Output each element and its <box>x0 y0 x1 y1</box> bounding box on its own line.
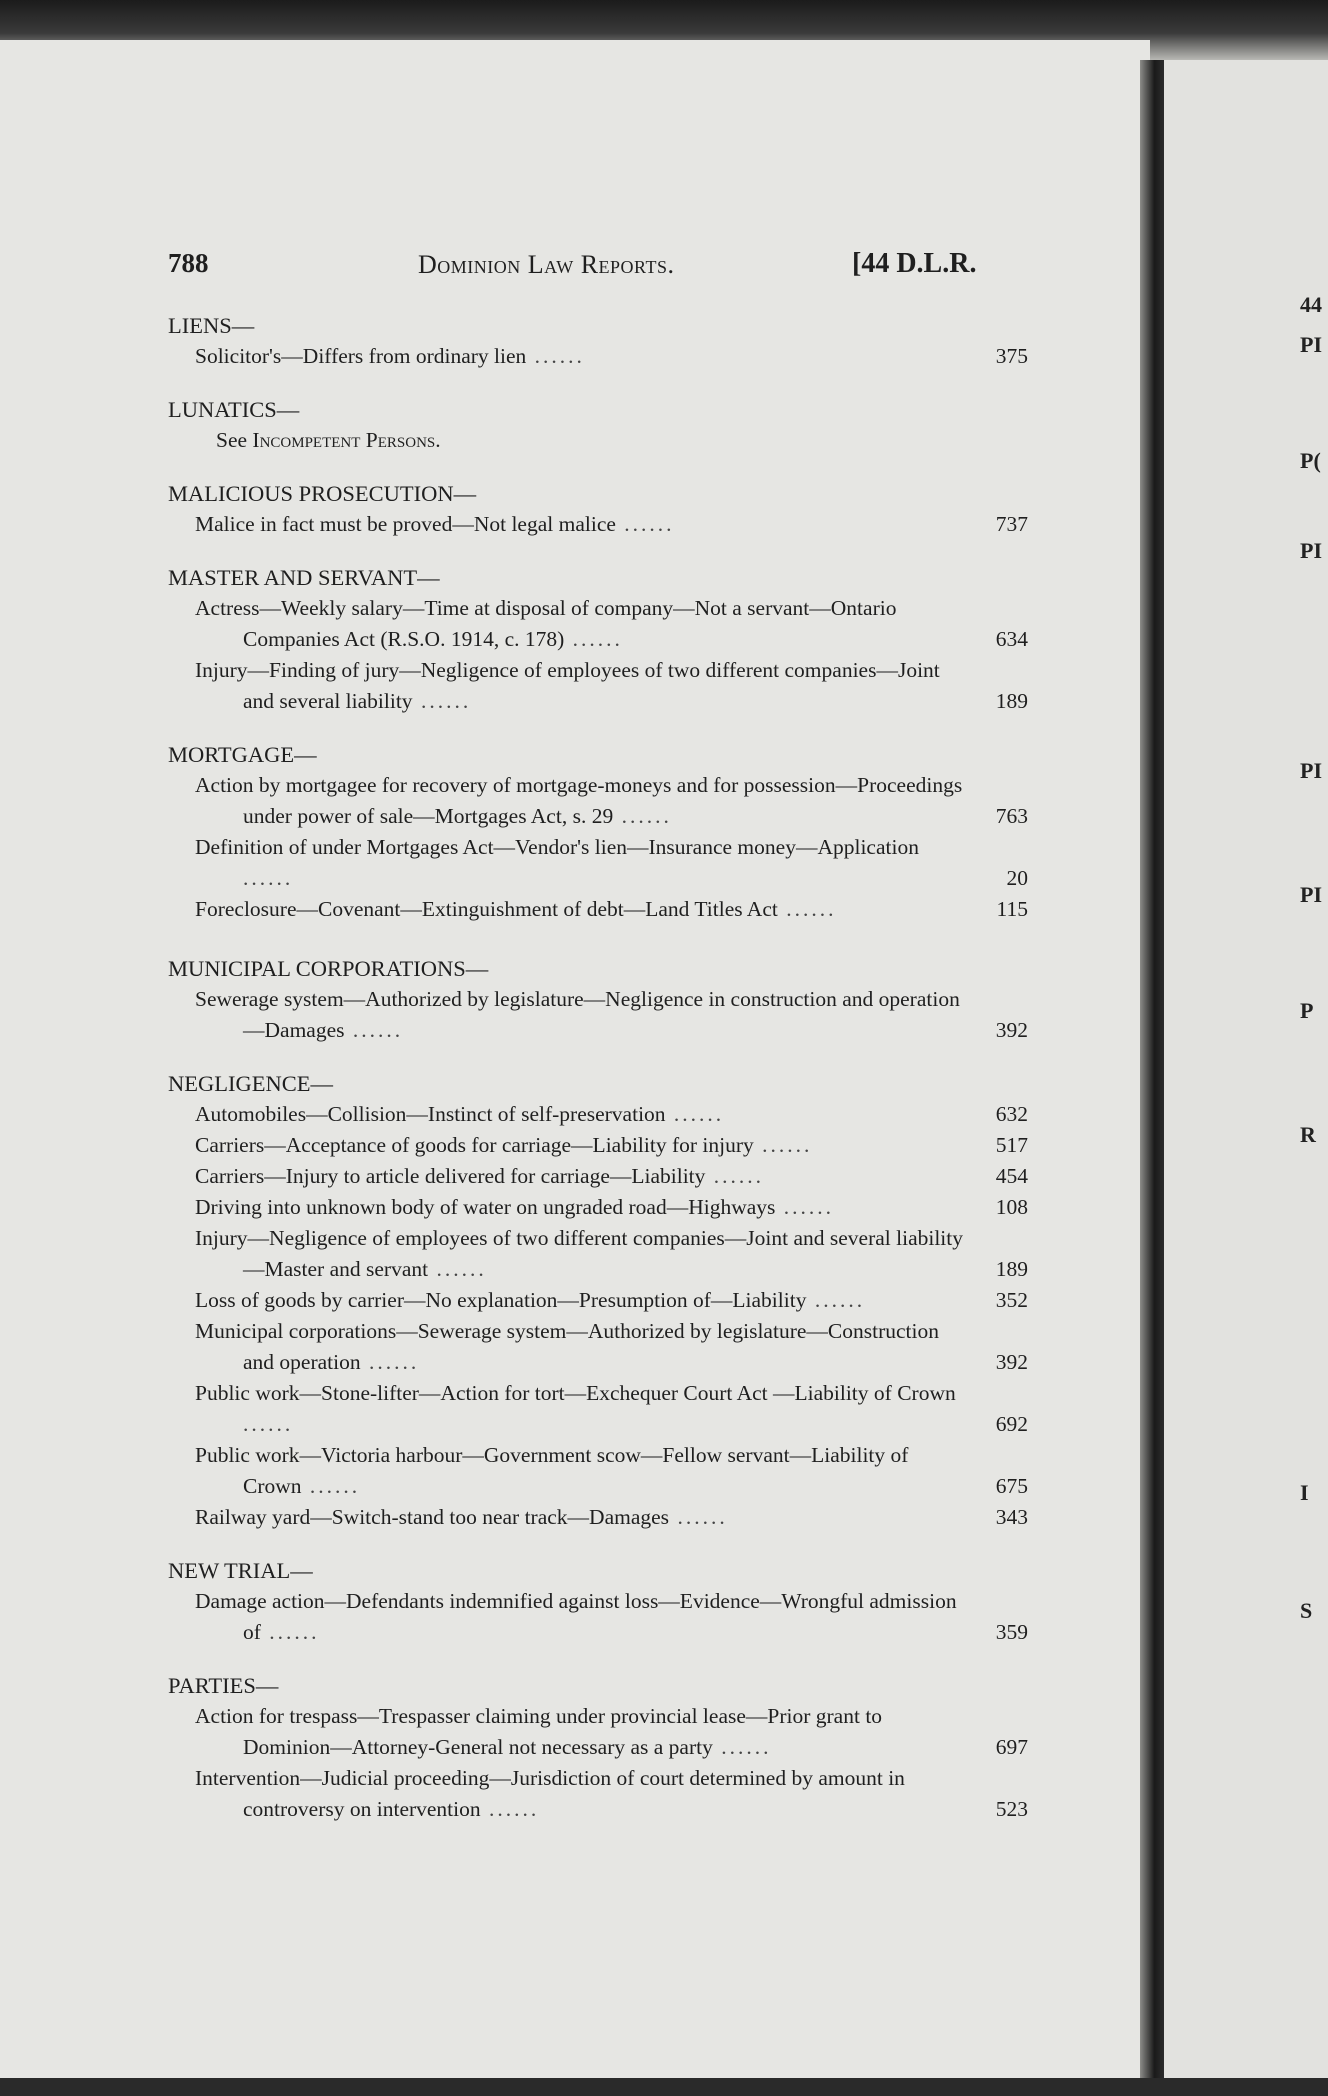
index-entry <box>148 894 1028 925</box>
index-entry <box>148 1378 1028 1440</box>
page-reference: 675 <box>995 1474 1028 1498</box>
section-heading: PARTIES— <box>168 1673 279 1698</box>
index-entry <box>148 1161 1028 1192</box>
page-reference: 343 <box>995 1505 1028 1529</box>
page-reference: 359 <box>995 1620 1028 1644</box>
entry-text: Injury—Negligence of employees of two different companies—Joint and several liability—Master and servant <box>195 1226 964 1281</box>
entry-text: Public work—Stone-lifter—Action for tort—Exchequer Court Act —Liability of Crown <box>195 1381 956 1405</box>
page-reference: 115 <box>996 897 1028 921</box>
entry-text: Foreclosure—Covenant—Extinguishment of debt—Land Titles Act <box>195 897 778 921</box>
facing-letter: PI <box>1300 538 1322 563</box>
scan-bottom-shadow <box>0 2078 1328 2096</box>
index-entry <box>148 1701 1028 1763</box>
page-reference: 352 <box>995 1288 1028 1312</box>
entry-text: Carriers—Acceptance of goods for carriage—Liability for injury <box>195 1133 754 1157</box>
dot-leader: ...... <box>344 1018 404 1042</box>
entry-text: Automobiles—Collision—Instinct of self-preservation <box>195 1102 666 1126</box>
dot-leader: ...... <box>243 1412 294 1436</box>
book-gutter <box>1140 60 1164 2096</box>
index-entry <box>148 341 1028 372</box>
facing-letter: PI <box>1300 882 1322 907</box>
page-reference: 20 <box>1006 866 1028 890</box>
page-reference: 692 <box>995 1412 1028 1436</box>
section-heading: MUNICIPAL CORPORATIONS— <box>168 956 489 981</box>
see-also-reference <box>148 425 1028 456</box>
dot-leader: ...... <box>412 689 472 713</box>
page-reference: 697 <box>995 1735 1028 1759</box>
index-entry <box>148 770 1028 832</box>
index-entry <box>148 1192 1028 1223</box>
section-heading: MORTGAGE— <box>168 742 317 767</box>
index-entry <box>148 1586 1028 1648</box>
see-target: Incompetent Persons. <box>252 428 441 452</box>
entry-text: Malice in fact must be proved—Not legal malice <box>195 512 616 536</box>
dot-leader: ...... <box>260 1620 320 1644</box>
page-reference: 392 <box>995 1018 1028 1042</box>
dot-leader: ...... <box>564 627 623 651</box>
page-reference: 189 <box>995 1257 1028 1281</box>
entry-text: Municipal corporations—Sewerage system—Authorized by legislature—Construction and operation <box>195 1319 939 1374</box>
dot-leader: ...... <box>243 866 294 890</box>
index-entry <box>148 1099 1028 1130</box>
dot-leader: ...... <box>615 512 675 536</box>
index-content <box>148 248 1028 1825</box>
facing-letter: PI <box>1300 758 1322 783</box>
facing-page-text <box>1300 270 1328 1670</box>
entry-text: Intervention—Judicial proceeding—Jurisdiction of court determined by amount in controversy on intervention <box>195 1766 905 1821</box>
page-number: 788 <box>168 248 209 278</box>
index-sections <box>148 310 1028 1825</box>
running-title: Dominion Law Reports. <box>418 250 675 279</box>
index-entry <box>148 1316 1028 1378</box>
facing-letter: R <box>1300 1122 1316 1147</box>
section-heading: MALICIOUS PROSECUTION— <box>168 481 477 506</box>
section-heading: LUNATICS— <box>168 397 300 422</box>
entry-text: Damage action—Defendants indemnified against loss—Evidence—Wrongful admission of <box>195 1589 957 1644</box>
page-reference: 763 <box>995 804 1028 828</box>
entry-text: Carriers—Injury to article delivered for carriage—Liability <box>195 1164 706 1188</box>
index-entry <box>148 1130 1028 1161</box>
facing-letter: P <box>1300 998 1314 1023</box>
entry-text: Loss of goods by carrier—No explanation—Presumption of—Liability <box>195 1288 807 1312</box>
section-heading: NEW TRIAL— <box>168 1558 313 1583</box>
facing-letter: S <box>1300 1598 1313 1623</box>
dot-leader: ...... <box>360 1350 420 1374</box>
index-entry <box>148 593 1028 655</box>
dot-leader: ...... <box>777 897 837 921</box>
page-reference: 392 <box>995 1350 1028 1374</box>
index-entry <box>148 655 1028 717</box>
dot-leader: ...... <box>301 1474 361 1498</box>
dot-leader: ...... <box>806 1288 866 1312</box>
dot-leader: ...... <box>712 1735 772 1759</box>
entry-text: Railway yard—Switch-stand too near track—Damages <box>195 1505 670 1529</box>
page-reference: 634 <box>995 627 1028 651</box>
entry-text: Action for trespass—Trespasser claiming under provincial lease—Prior grant to Dominion—Attorney-General not necessary as a party <box>195 1704 883 1759</box>
dot-leader: ...... <box>705 1164 765 1188</box>
dot-leader: ...... <box>753 1133 813 1157</box>
index-entry <box>148 1223 1028 1285</box>
dot-leader: ...... <box>669 1505 728 1529</box>
dot-leader: ...... <box>480 1797 540 1821</box>
entry-text: Solicitor's—Differs from ordinary lien <box>195 344 527 368</box>
running-header <box>148 248 1028 292</box>
section-heading: NEGLIGENCE— <box>168 1071 333 1096</box>
dot-leader: ...... <box>526 344 585 368</box>
page-reference: 375 <box>995 344 1028 368</box>
index-entry <box>148 509 1028 540</box>
page-reference: 454 <box>995 1164 1028 1188</box>
index-entry <box>148 1502 1028 1533</box>
facing-page-number: 44 <box>1300 292 1322 317</box>
page-reference: 523 <box>995 1797 1028 1821</box>
volume-reference: [44 D.L.R. <box>852 248 977 279</box>
entry-text: Injury—Finding of jury—Negligence of employees of two different companies—Joint and several liability <box>195 658 940 713</box>
entry-text: Actress—Weekly salary—Time at disposal of company—Not a servant—Ontario Companies Act (R.S.O. 1914, c. 178) <box>195 596 897 651</box>
facing-letter: PI <box>1300 332 1322 357</box>
entry-text: Sewerage system—Authorized by legislature—Negligence in construction and operation—Damages <box>195 987 960 1042</box>
dot-leader: ...... <box>613 804 672 828</box>
dot-leader: ...... <box>428 1257 487 1281</box>
facing-letter: P( <box>1300 448 1321 473</box>
page-reference: 517 <box>995 1133 1028 1157</box>
page-reference: 632 <box>995 1102 1028 1126</box>
entry-text: Action by mortgagee for recovery of mortgage-moneys and for possession—Proceedings under power of sale—Mortgages Act, s. 29 <box>195 773 963 828</box>
dot-leader: ...... <box>775 1195 835 1219</box>
index-entry <box>148 832 1028 894</box>
index-entry <box>148 1763 1028 1825</box>
facing-letter: I <box>1300 1480 1309 1505</box>
index-entry <box>148 1285 1028 1316</box>
section-heading: MASTER AND SERVANT— <box>168 565 440 590</box>
entry-text: Driving into unknown body of water on ungraded road—Highways <box>195 1195 776 1219</box>
entry-text: Public work—Victoria harbour—Government scow—Fellow servant—Liability of Crown <box>195 1443 909 1498</box>
page-reference: 108 <box>995 1195 1028 1219</box>
section-heading: LIENS— <box>168 313 255 338</box>
dot-leader: ...... <box>665 1102 725 1126</box>
index-entry <box>148 984 1028 1046</box>
see-prefix: See <box>216 428 248 452</box>
page-reference: 737 <box>995 512 1028 536</box>
page-reference: 189 <box>995 689 1028 713</box>
index-entry <box>148 1440 1028 1502</box>
entry-text: Definition of under Mortgages Act—Vendor's lien—Insurance money—Application <box>195 835 919 859</box>
